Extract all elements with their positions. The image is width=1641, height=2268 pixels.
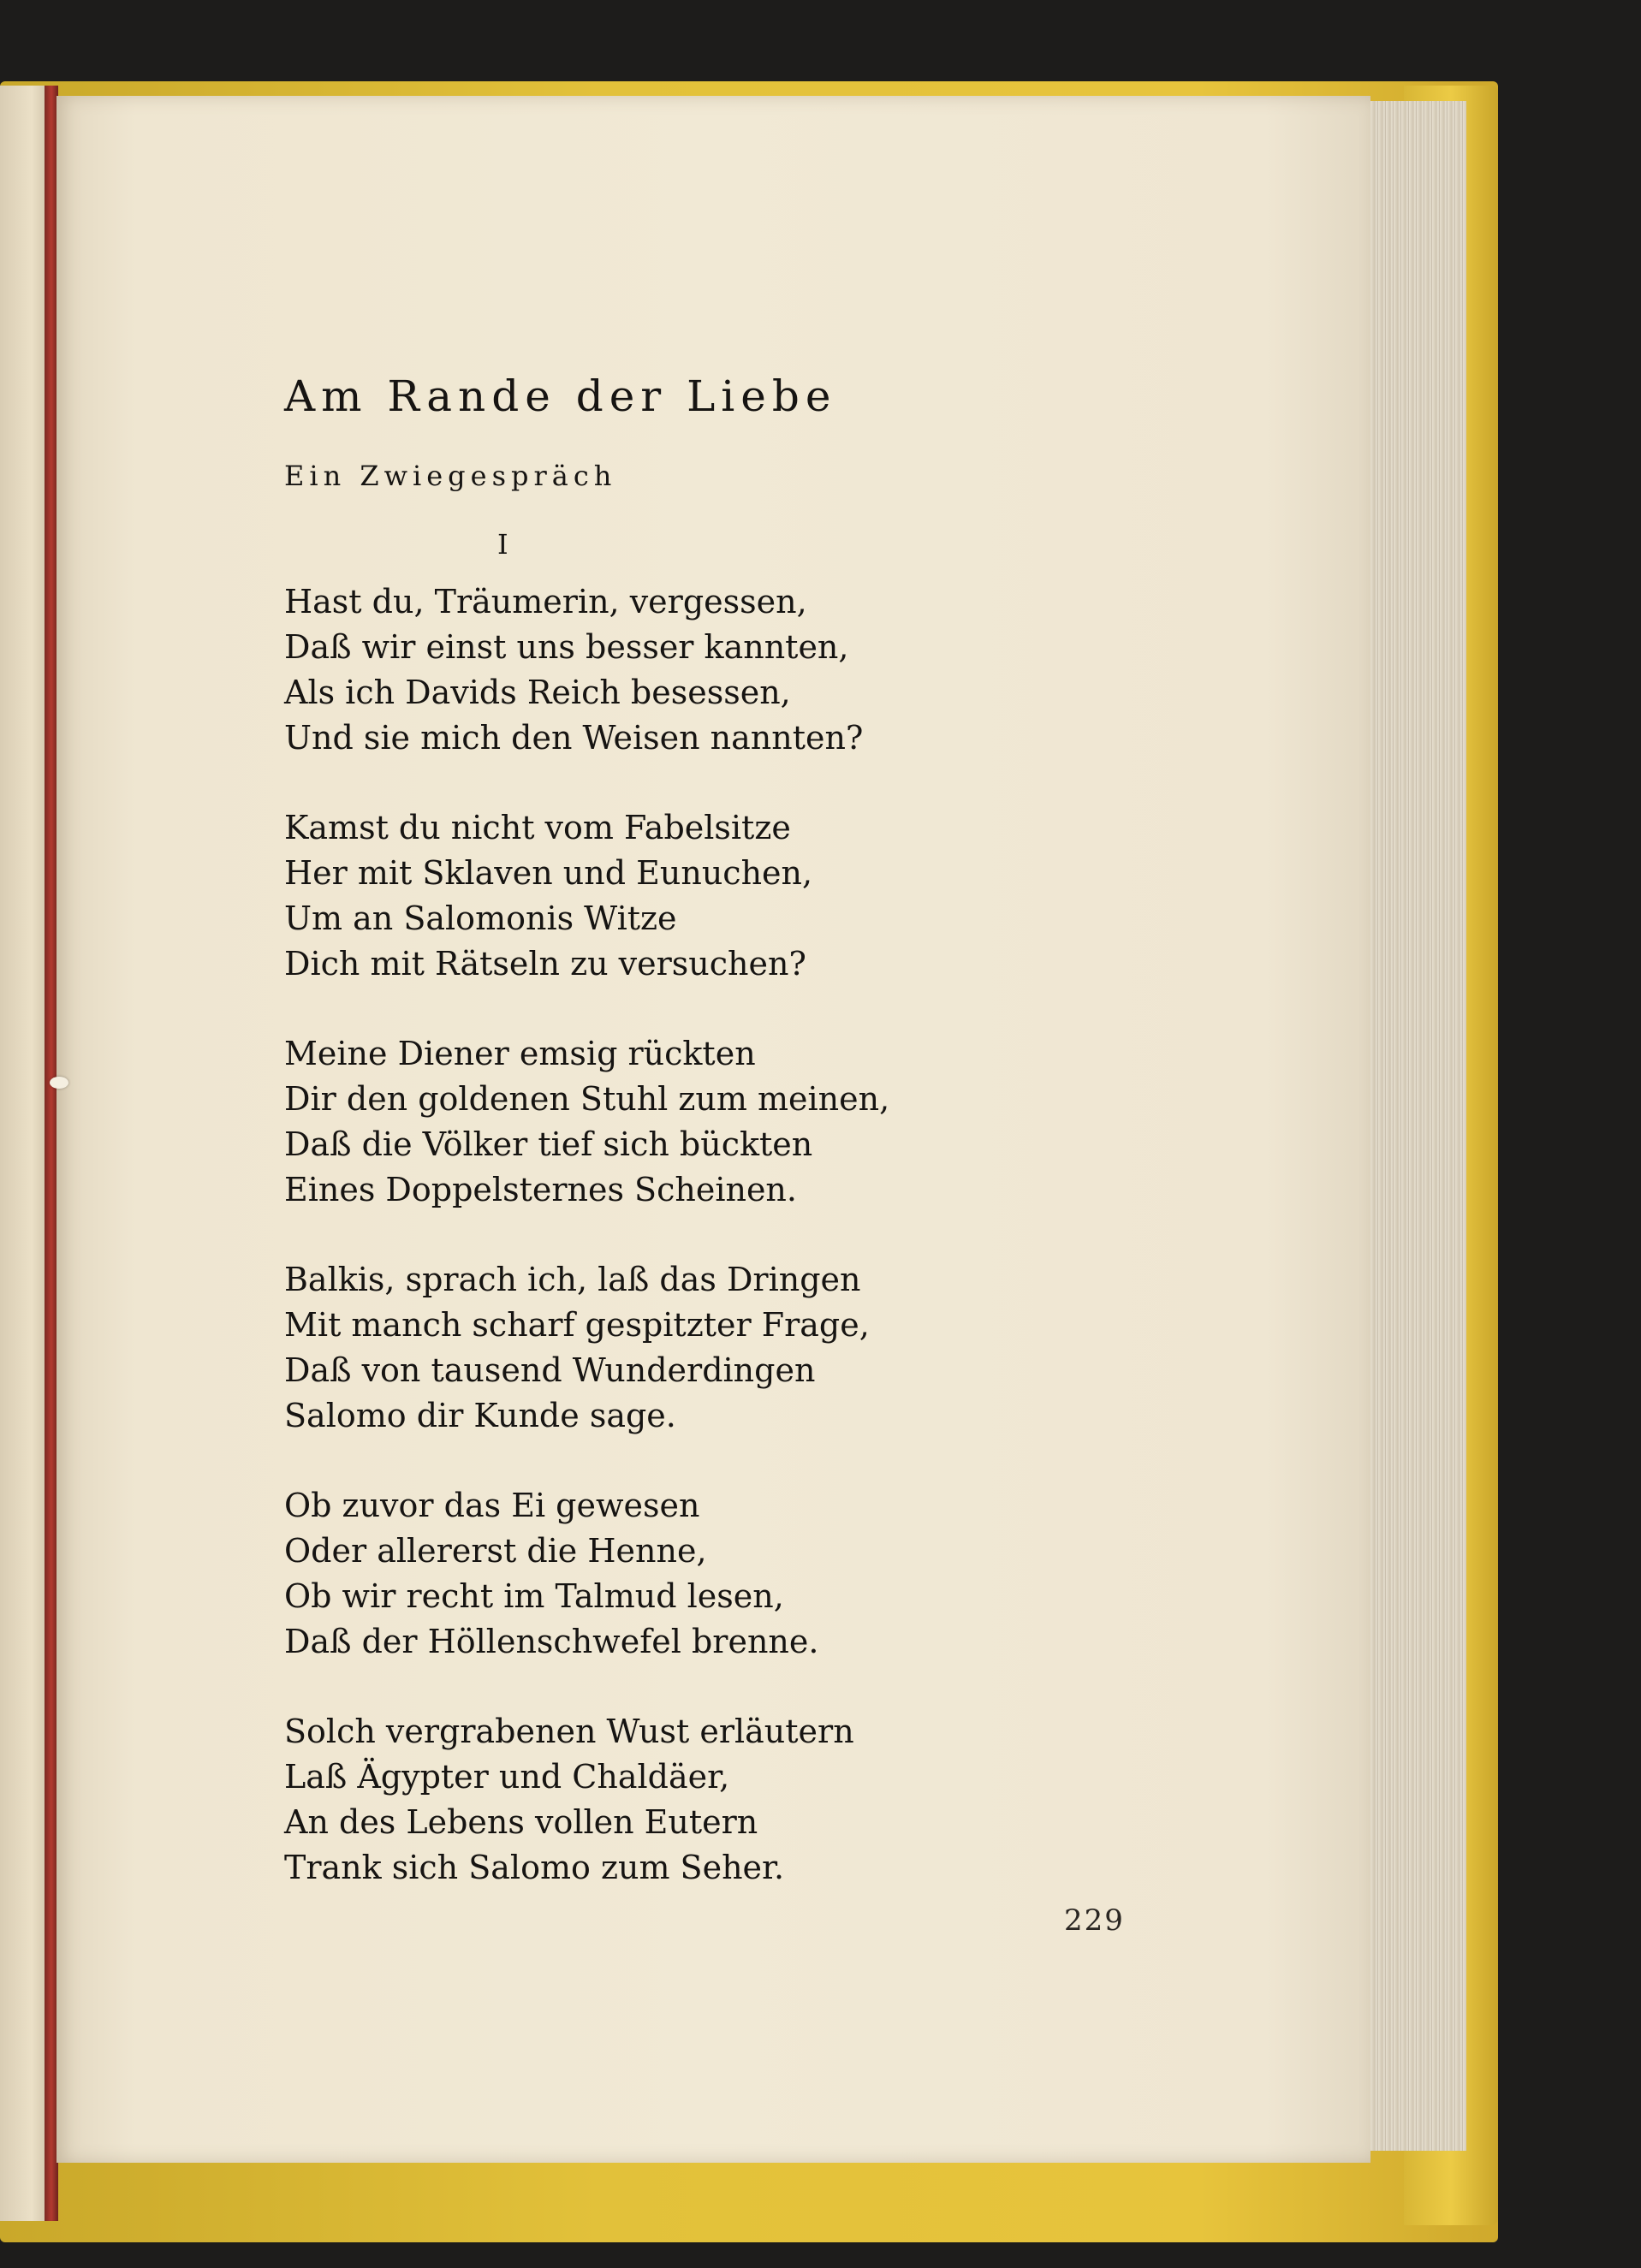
verse-line: An des Lebens vollen Eutern <box>284 1803 758 1841</box>
verse-line: Daß der Höllenschwefel brenne. <box>284 1623 819 1660</box>
page-number: 229 <box>1064 1903 1125 1938</box>
stanza <box>284 1031 1055 1213</box>
verse-line: Daß von tausend Wunderdingen <box>284 1351 816 1389</box>
poem-title: Am Rande der Liebe <box>284 371 837 421</box>
verse-line: Ob zuvor das Ei gewesen <box>284 1487 700 1524</box>
verse-line: Eines Doppelsternes Scheinen. <box>284 1171 797 1208</box>
verse-line: Trank sich Salomo zum Seher. <box>284 1849 785 1886</box>
verse-line: Mit manch scharf gespitzter Frage, <box>284 1306 870 1344</box>
verse-line: Und sie mich den Weisen nannten? <box>284 719 864 757</box>
stanza <box>284 1709 1055 1891</box>
stanza <box>284 1257 1055 1439</box>
page-block-edges <box>1368 101 1466 2151</box>
verse-line: Laß Ägypter und Chaldäer, <box>284 1758 730 1796</box>
binding-thread <box>50 1077 68 1089</box>
verse-line: Hast du, Träumerin, vergessen, <box>284 583 807 620</box>
verse-line: Oder allererst die Henne, <box>284 1532 707 1570</box>
verse-line: Her mit Sklaven und Eunuchen, <box>284 854 813 892</box>
verse-line: Meine Diener emsig rückten <box>284 1035 756 1072</box>
verse-line: Balkis, sprach ich, laß das Dringen <box>284 1261 861 1298</box>
section-number: I <box>497 528 508 561</box>
stanza <box>284 579 1055 761</box>
verse-line: Daß wir einst uns besser kannten, <box>284 628 849 666</box>
verse-line: Daß die Völker tief sich bückten <box>284 1125 813 1163</box>
poem-subtitle: Ein Zwiegespräch <box>284 460 617 492</box>
verse-line: Salomo dir Kunde sage. <box>284 1397 676 1434</box>
verse-line: Kamst du nicht vom Fabelsitze <box>284 809 791 846</box>
stanza <box>284 805 1055 987</box>
stanza <box>284 1483 1055 1665</box>
verse-line: Dir den goldenen Stuhl zum meinen, <box>284 1080 890 1118</box>
verse-line: Als ich Davids Reich besessen, <box>284 674 791 711</box>
verse-line: Dich mit Rätseln zu versuchen? <box>284 945 806 983</box>
verse-line: Solch vergrabenen Wust erläutern <box>284 1713 854 1750</box>
verse-line: Ob wir recht im Talmud lesen, <box>284 1577 784 1615</box>
book-page <box>56 96 1370 2163</box>
poem-body <box>284 579 1055 1935</box>
verse-line: Um an Salomonis Witze <box>284 899 677 937</box>
